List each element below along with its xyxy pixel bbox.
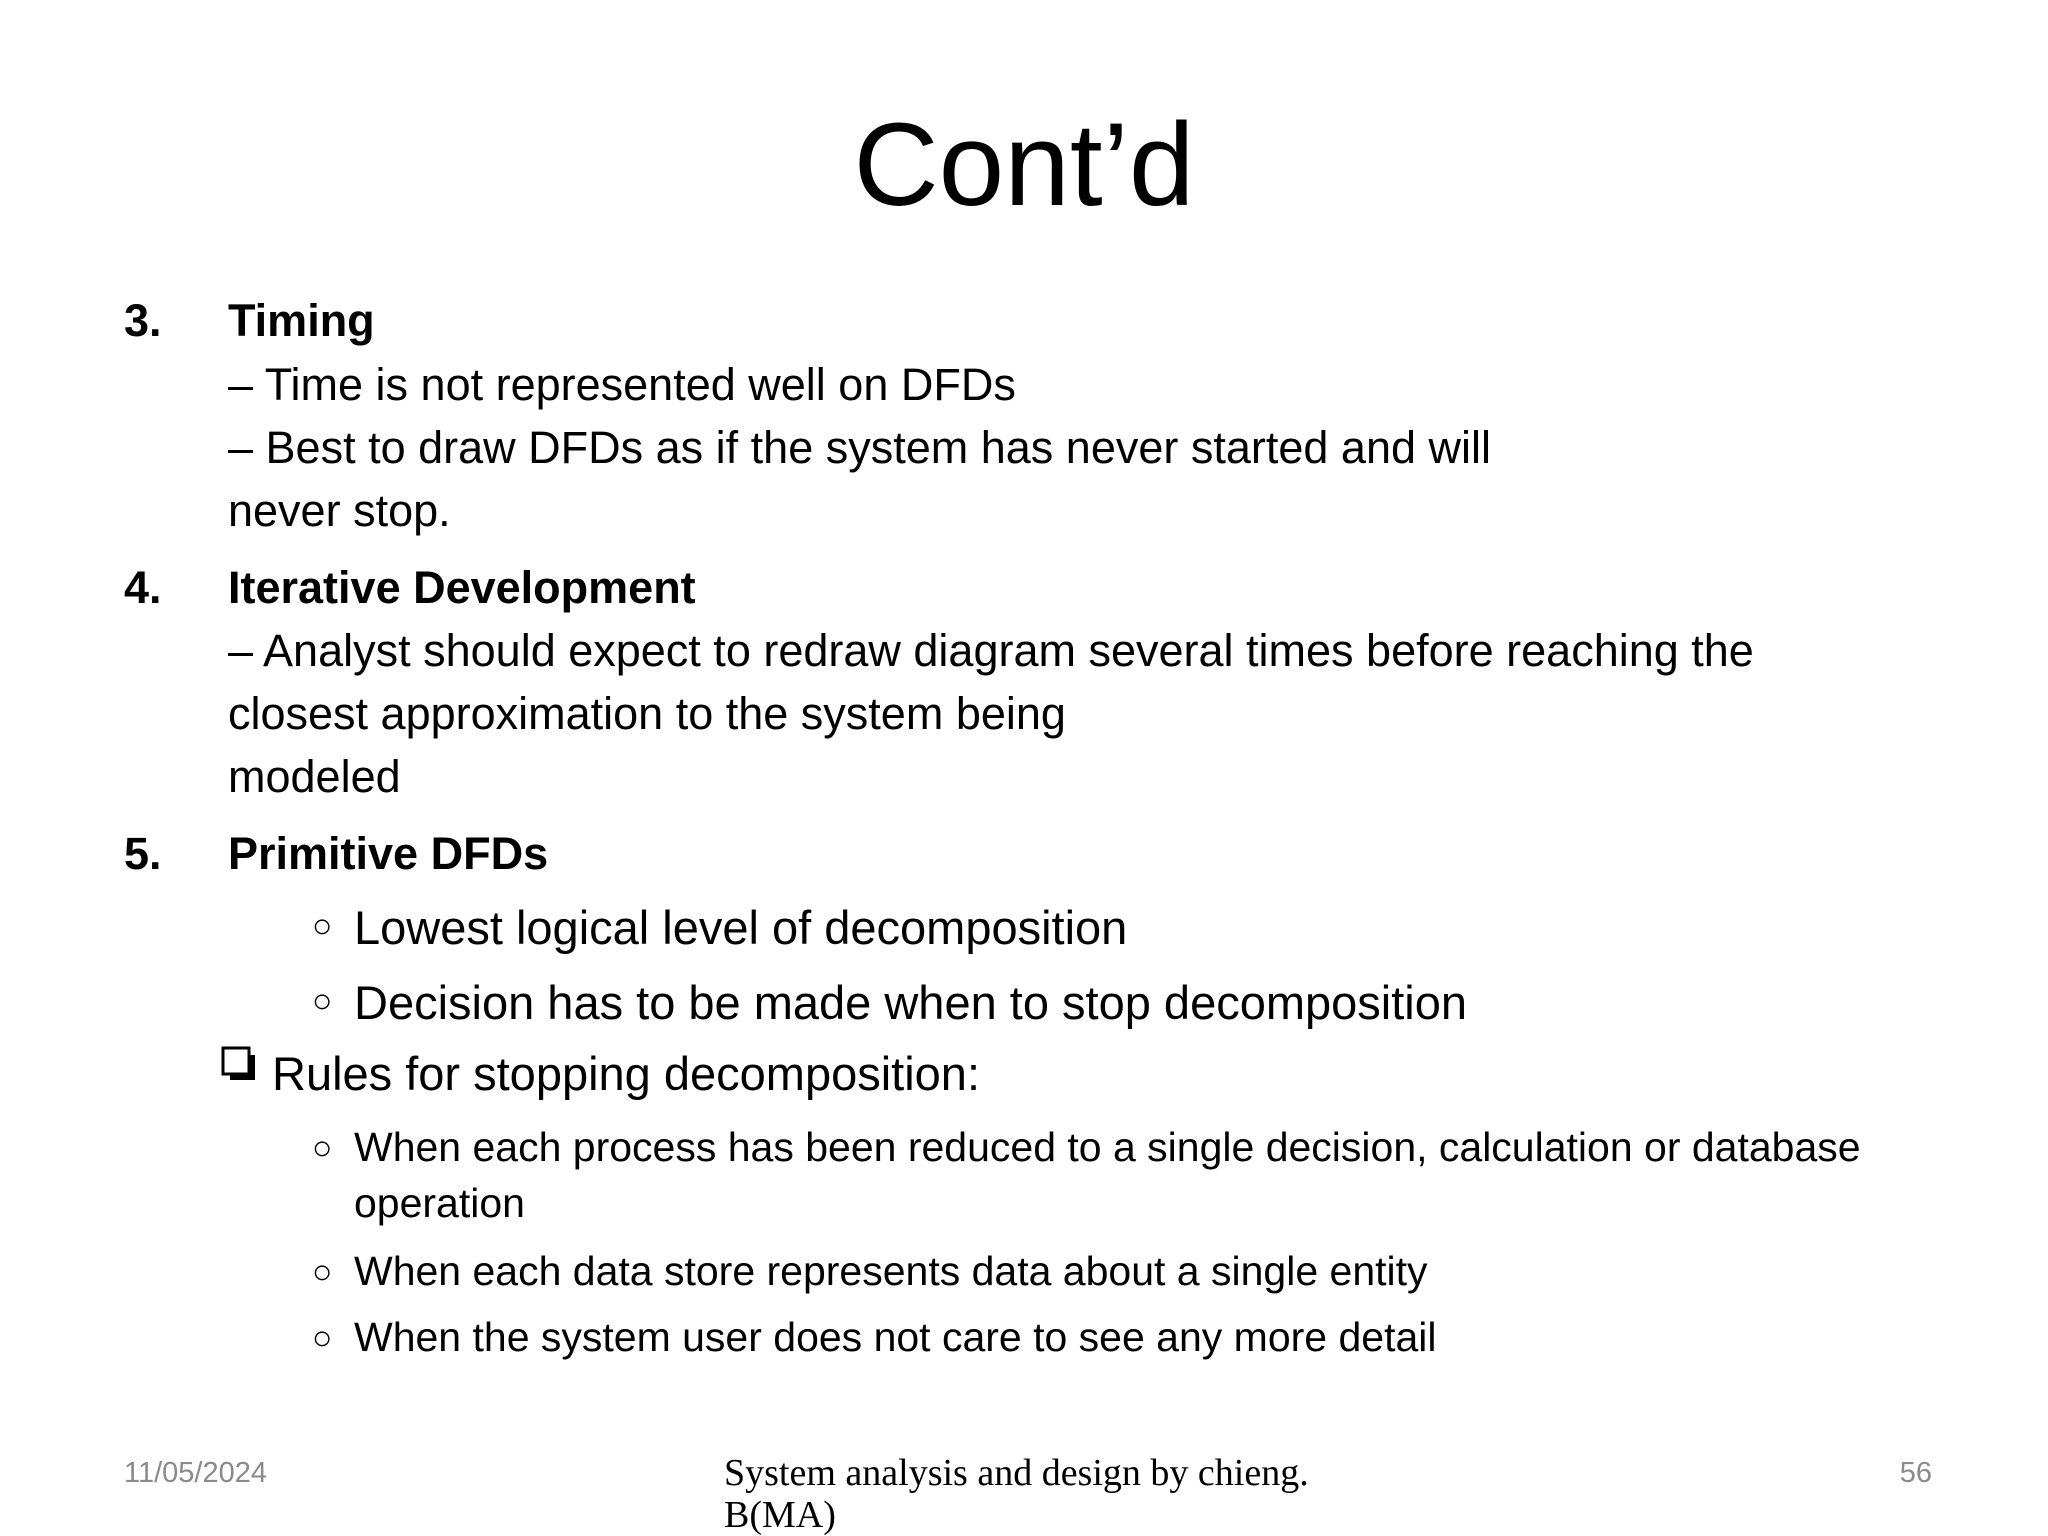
footer-title — [724, 1452, 1364, 1536]
circle-bullet-icon: ○ — [312, 907, 333, 945]
item-line: – Analyst should expect to redraw diagram several times before reaching the — [228, 625, 1754, 676]
sub-bullet-text: Lowest logical level of decomposition — [354, 901, 1128, 954]
circle-bullet-icon: ○ — [312, 1319, 333, 1357]
item-number-3: 3. — [124, 295, 162, 346]
rule-item: When each process has been reduced to a single decision, calculation or database — [354, 1124, 1861, 1170]
item-heading-primitive-dfds: Primitive DFDs — [228, 828, 549, 879]
item-line: – Time is not represented well on DFDs — [228, 359, 1016, 410]
item-line: never stop. — [228, 485, 451, 536]
footer-title-line2: B(MA) — [724, 1494, 836, 1536]
checkbox-square-icon — [221, 1046, 257, 1082]
item-line: – Best to draw DFDs as if the system has never started and will — [228, 422, 1492, 473]
footer-title-line1: System analysis and design by chieng. — [724, 1452, 1309, 1494]
circle-bullet-icon: ○ — [312, 1129, 333, 1167]
item-line: closest approximation to the system being — [228, 688, 1066, 739]
slide-title: Cont’d — [853, 99, 1195, 231]
rules-label: Rules for stopping decomposition: — [272, 1047, 981, 1100]
circle-bullet-icon: ○ — [312, 982, 333, 1020]
rule-item: When the system user does not care to see any more detail — [354, 1314, 1437, 1360]
item-heading-timing: Timing — [228, 295, 375, 346]
item-number-5: 5. — [124, 828, 162, 879]
footer-date: 11/05/2024 — [124, 1457, 267, 1489]
item-number-4: 4. — [124, 562, 162, 613]
item-line: modeled — [228, 751, 401, 802]
item-heading-iterative-development: Iterative Development — [228, 562, 696, 613]
sub-bullet-text: Decision has to be made when to stop decomposition — [354, 976, 1467, 1029]
rule-item: When each data store represents data about a single entity — [354, 1248, 1428, 1294]
circle-bullet-icon: ○ — [312, 1253, 333, 1291]
rule-item-continuation: operation — [354, 1180, 525, 1226]
page-number: 56 — [1899, 1457, 1932, 1489]
